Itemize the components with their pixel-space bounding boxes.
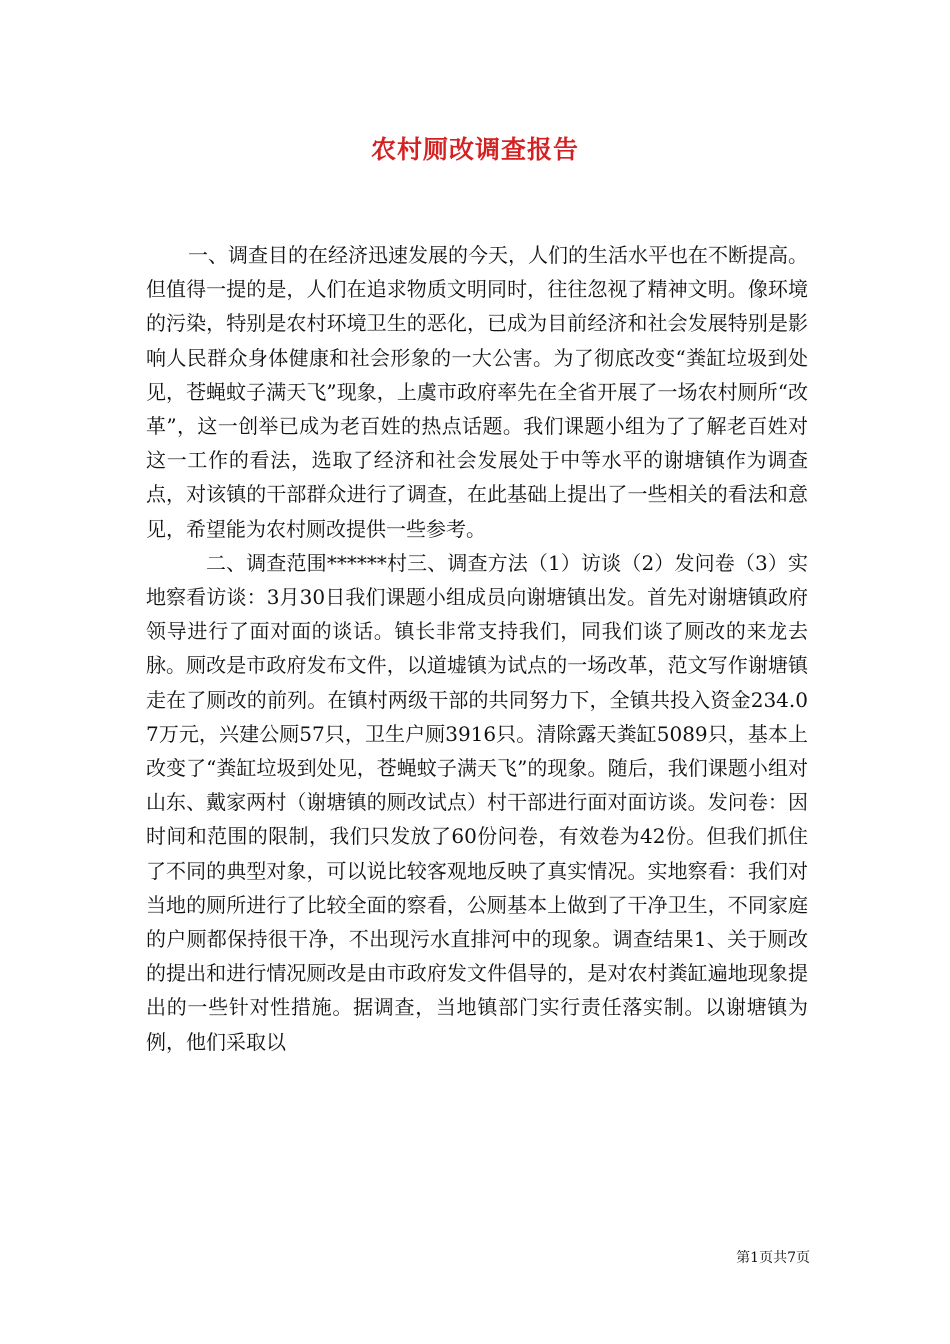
page-number: 第1页共7页 xyxy=(736,1250,810,1266)
document-title: 农村厕改调查报告 xyxy=(370,135,579,164)
paragraph-purpose: 一、调查目的在经济迅速发展的今天，人们的生活水平也在不断提高。但值得一提的是，人们在追求物质文明同时，往往忽视了精神文明。像环境的污染，特别是农村环境卫生的恶化，已成为目前经济和社会发展特别是影响人民群众身体健康和社会形象的一大公害。为了彻底改变“粪缸垃圾到处见，苍蝇蚊子满天飞”现象，上虞市政府率先在全省开展了一场农村厕所“改革”，这一创举已成为老百姓的热点话题。我们课题小组为了了解老百姓对这一工作的看法，选取了经济和社会发展处于中等水平的谢塘镇作为调查点，对该镇的干部群众进行了调查，在此基础上提出了一些相关的看法和意见，希望能为农村厕改提供一些参考。 xyxy=(146,243,808,541)
paragraph-scope-method: 二、调查范围******村三、调查方法（1）访谈（2）发问卷（3）实地察看访谈：3月30日我们课题小组成员向谢塘镇出发。首先对谢塘镇政府领导进行了面对面的谈话。镇长非常支持我们，同我们谈了厕改的来龙去脉。厕改是市政府发布文件，以道墟镇为试点的一场改革，范文写作谢塘镇走在了厕改的前列。在镇村两级干部的共同努力下，全镇共投入资金234.07万元，兴建公厕57只，卫生户厕3916只。清除露天粪缸5089只，基本上改变了“粪缸垃圾到处见，苍蝇蚊子满天飞”的现象。随后，我们课题小组对山东、戴家两村（谢塘镇的厕改试点）村干部进行面对面访谈。发问卷：因时间和范围的限制，我们只发放了60份问卷，有效卷为42份。但我们抓住了不同的典型对象，可以说比较客观地反映了真实情况。实地察看：我们对当地的厕所进行了比较全面的察看，公厕基本上做到了干净卫生，不同家庭的户厕都保持很干净，不出现污水直排河中的现象。调查结果1、关于厕改的提出和进行情况厕改是由市政府发文件倡导的，是对农村粪缸遍地现象提出的一些针对性措施。据调查，当地镇部门实行责任落实制。以谢塘镇为例，他们采取以 xyxy=(146,550,808,1054)
document-body xyxy=(146,238,808,1059)
